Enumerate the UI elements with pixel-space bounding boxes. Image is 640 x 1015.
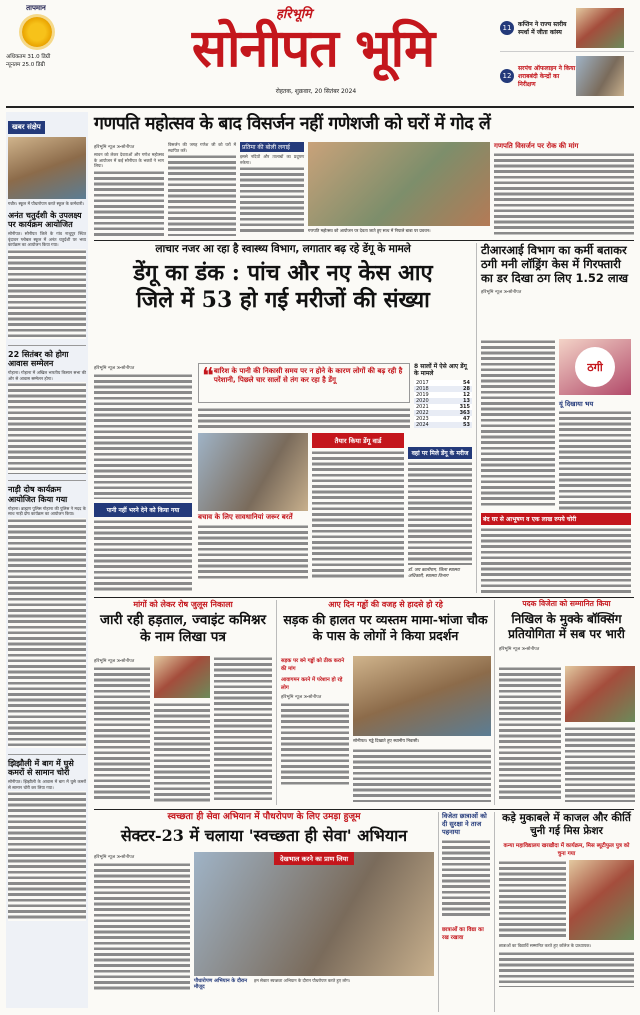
left-photo	[8, 137, 86, 199]
road-story	[276, 600, 490, 805]
lead-paragraph: सावन को लेकर देवताओं और गणेश महोत्सव के आयोजन में कई सोनीपत के भक्तों ने भाग लिया।	[94, 152, 164, 169]
stats-year: 2020	[416, 398, 429, 404]
quote-box	[198, 363, 410, 403]
strike-photo	[154, 656, 210, 698]
temp-box	[6, 4, 106, 104]
side-item-text: कप्तिन ने राज्य स्तरीय स्पर्धा में जीता कांस्य	[518, 20, 567, 36]
dengue-col-1	[94, 363, 192, 593]
byline: हरिभूमि न्यूज ≫सोनीपत	[499, 646, 540, 652]
dengue-headline-2: जिले में 53 हो गई मरीजों की संख्या	[136, 287, 430, 314]
brief-body: गोहाना। ब्राह्मण पुलिस गोहाना की पुलिस ने मदद के साथ नाड़ी दोष कार्यक्रम का आयोजन किया।	[8, 505, 86, 517]
road-headline: सड़क की हालत पर व्यस्तम मामा-भांजा चौक के पास के लोगों ने किया प्रदर्शन	[283, 612, 488, 643]
brief-headline: नाड़ी दोष कार्यक्रम आयोजित किया गया	[8, 480, 86, 503]
lead-col-right	[494, 142, 634, 238]
masthead-title: सोनीपत भूमि	[191, 18, 435, 79]
brief-tag: खबर संक्षेप	[8, 121, 45, 134]
cleanliness-headline: सेक्टर-23 में चलाया 'स्वच्छता ही सेवा' अभियान	[120, 826, 408, 846]
winner-box	[438, 812, 490, 1012]
stats-year: 2017	[416, 380, 429, 386]
hospital-photo	[198, 433, 308, 511]
cleanliness-caption	[254, 978, 434, 984]
lead-headline: गणपति महोत्सव के बाद विसर्जन नहीं गणेशजी को घरों में गोद लें	[94, 114, 491, 134]
dengue-story	[94, 243, 472, 593]
fresher-headline: कड़े मुकाबले में काजल और कीर्ति चुनी गई मिस फ्रेशर	[502, 812, 631, 837]
stats-box	[414, 363, 472, 443]
fraud-text	[481, 339, 555, 507]
brief-headline: 22 सितंबर को होगा आवास सम्मेलन	[8, 345, 86, 368]
masthead-rule	[6, 106, 634, 108]
stats-title: 8 सालों में ऐसे आए डेंगू के मामले	[414, 363, 467, 377]
strike-text-2	[154, 702, 210, 802]
masthead	[0, 0, 640, 110]
strike-text-3	[214, 656, 272, 802]
byline: हरिभूमि न्यूज ≫सोनीपत	[281, 695, 322, 700]
winner-box-title: विजेता छात्राओं को दी सुरक्षा ने ताज पहनाया	[442, 812, 487, 836]
side-item[interactable]	[500, 52, 634, 100]
stats-cases: 54	[463, 380, 470, 386]
lead-paragraph-text	[168, 154, 236, 236]
banner-right: वहां पर मिले डेंगू के मरीज	[408, 447, 472, 459]
photo-caption: गन्नौर। स्कूल में पौधारोपण करते स्कूल के कर्मचारी।	[8, 201, 85, 206]
boxing-headline: निखिल के मुक्के बॉक्सिंग प्रतियोगिता में सब पर भारी	[508, 611, 625, 641]
stats-cases: 363	[459, 410, 470, 416]
fraud-badge: ठगी	[575, 347, 615, 387]
stats-cases: 28	[463, 386, 470, 392]
cleanliness-kicker: स्वच्छता ही सेवा अभियान में पौधरोपण के लिए उमड़ा हुजूम	[167, 812, 361, 822]
dengue-col-3	[312, 433, 404, 593]
doctor-quote: डॉ. जय कालीराम, जिला स्वास्थ्य अधिकारी, स्वास्थ्य विभाग	[408, 568, 460, 579]
fresher-story	[494, 812, 634, 1012]
boxing-story	[494, 600, 634, 805]
stats-table	[414, 380, 472, 428]
brief-headline: अनंत चतुर्दशी के उपलक्ष्य पर कार्यक्रम आयोजित	[8, 210, 82, 229]
fraud-bottom	[481, 513, 631, 593]
right-text	[494, 152, 634, 236]
brief-headline: झिझौली में बाग में घुसे कमरों से सामान चोरी	[8, 754, 86, 777]
section-rule	[94, 240, 634, 241]
right-subhead: गणपति विसर्जन पर रोक की मांग	[494, 142, 579, 150]
road-bullet: सड़क पर बने गड्ढों को ठीक कराने की मांग	[281, 658, 345, 672]
bachav-title: बचाव के लिए सावधानियां जरूर बरतें	[198, 513, 293, 521]
stats-year: 2018	[416, 386, 429, 392]
left-column	[6, 112, 88, 1008]
brief-body-text	[8, 382, 86, 474]
strike-headline: जारी रही हड़ताल, ज्वाइंट कमिश्नर के नाम लिखा पत्र	[99, 612, 267, 646]
sun-icon	[22, 17, 52, 47]
dengue-col-4	[408, 447, 472, 593]
banner-mid: तैयार किया डेंगू वार्ड	[312, 433, 404, 448]
fraud-photo	[559, 339, 631, 395]
stats-year: 2023	[416, 416, 429, 422]
fraud-story	[476, 243, 634, 593]
temp-min: न्यूनतम 25.0 डिग्री	[6, 62, 45, 68]
lead-photo-caption: गणपति महोत्सव को आयोजन पर देवता जाते हुए साथ में नियाले बाबा पर प्रवचन।	[308, 228, 431, 233]
brief-body: सोनीपत। झिझौली के आवास में बाग में घुसे कमरों से सामान चोरी कर लिया गया।	[8, 779, 86, 790]
fraud-bottom-head: बंद घर से आभूषण व एक लाख रुपये चोरी	[481, 513, 631, 525]
box-title: प्रतिमा की बोली लगाई	[240, 142, 304, 152]
dengue-text	[94, 519, 192, 591]
fraud-subhead: यूं दिखाया भय	[559, 400, 594, 408]
boxing-kicker: पदक विजेता को सम्मानित किया	[522, 599, 611, 608]
lead-story	[94, 142, 634, 238]
brief-body: गोहाना। गोहाना में अखिल भारतीय किसान सभा की ओर से आवास सम्मेलन होगा।	[8, 370, 86, 381]
strike-text-1	[94, 656, 150, 800]
boxing-text-1	[499, 666, 561, 802]
dengue-headline-1: डेंगू का डंक : पांच और नए केस आए	[133, 260, 433, 287]
fresher-subhead: कन्या महाविद्यालय खरखौदा में कार्यक्रम, मिस ब्यूटीफुल पुत्र को चुना गया	[503, 843, 630, 857]
fraud-col-2	[559, 399, 631, 510]
fraud-col-1	[481, 339, 555, 507]
temp-max: अधिकतम 31.0 डिग्री	[6, 54, 51, 60]
section-rule	[94, 597, 634, 598]
banner-left: पानी नहीं भरने देने को किया गया	[94, 503, 192, 517]
side-item-text: सरपंच ऑफलाइन ने किया शराबबंदी केन्द्रों का निरीक्षण	[518, 65, 576, 88]
byline: हरिभूमि न्यूज ≫सोनीपत	[94, 855, 135, 860]
stats-cases: 315	[459, 404, 470, 410]
stats-cases: 12	[463, 392, 470, 398]
byline: हरिभूमि न्यूज ≫सोनीपत	[94, 659, 135, 664]
dengue-text	[94, 373, 192, 499]
section-rule	[94, 809, 634, 810]
stats-year: 2021	[416, 404, 429, 410]
quote-subtext	[198, 407, 410, 429]
strike-kicker: मांगों को लेकर रोष जुलूस निकाला	[133, 600, 233, 609]
dengue-text	[312, 450, 404, 580]
masthead-side	[500, 4, 634, 104]
stats-cases: 47	[463, 416, 470, 422]
lead-col-3	[240, 142, 304, 238]
dengue-quote: बारिश के पानी की निकासी समय पर न होने के कारण लोगों की बढ़ रही है परेशानी, पिछले चार सालों से तंग कर रहा है डेंगू	[213, 367, 403, 384]
road-photo	[353, 656, 491, 736]
side-item-photo	[576, 56, 624, 96]
cleanliness-story	[94, 812, 434, 1012]
lead-paragraph: विसर्जन की जगह गणेश जी को घरों में स्थापित करें।	[168, 142, 236, 153]
cleanliness-text	[94, 852, 190, 992]
stats-year: 2022	[416, 410, 429, 416]
lead-col-1	[94, 142, 164, 238]
dengue-kicker: लाचार नजर आ रहा है स्वास्थ्य विभाग, लगातार बढ़ रहे डेंगू के मामले	[155, 243, 411, 255]
stats-year: 2019	[416, 392, 429, 398]
stats-row	[414, 422, 472, 428]
lead-col-2	[168, 142, 236, 238]
boxing-text-2	[565, 726, 635, 802]
fresher-caption: छात्राओं का विद्यार्थि सम्मानित करते हुए कॉलेज के प्राध्यापक।	[499, 943, 592, 948]
side-item[interactable]	[500, 4, 634, 52]
byline: हरिभूमि न्यूज ≫सोनीपत	[481, 290, 522, 295]
brief-body-text	[8, 518, 86, 748]
side-note: छात्राओं का विद्या का रख रखावा	[442, 927, 484, 941]
stats-cases: 53	[463, 422, 470, 428]
cleanliness-photo	[194, 852, 434, 976]
photo-caption: हम सेक्टर स्वच्छता अभियान के दौरान पौधरोपण करते हुए लोग।	[254, 978, 351, 983]
road-bullets	[281, 656, 349, 786]
side-item-photo	[576, 8, 624, 48]
page-number-badge: 11	[500, 21, 514, 35]
temp-label: तापमान	[26, 4, 46, 12]
fraud-bottom-text	[481, 527, 631, 593]
boxing-photo	[565, 666, 635, 722]
road-bullet: आवागमन करने में परेशान हो रहे लोग	[281, 677, 343, 691]
brief-body: सोनीपत। सोनीपत जिले के गांव नाथूपुर स्थित वृंदावन ग्लोबल स्कूल में अनंत चतुर्दशी पर भव्य कार्यक्रम का आयोजन किया गया।	[8, 230, 86, 248]
lead-photo	[308, 142, 490, 226]
fresher-photo	[569, 860, 634, 940]
dateline: रोहतक, शुक्रवार, 20 सितंबर 2024	[275, 88, 357, 95]
bachav-box	[198, 513, 308, 593]
fraud-headline: टीआरआई विभाग का कर्मी बताकर ठगी मनी लॉड्रिंग केस में गिरफ्तारी का डर दिखा ठग लिए 1.52 लाख	[481, 243, 629, 285]
strike-story	[94, 600, 272, 805]
brief-body-text	[8, 249, 86, 339]
road-caption: सोनीपत। गड्ढे दिखाते हुए स्थानीय निवासी।	[353, 739, 420, 744]
cleanliness-caption-left: पौधारोपण अभियान के दौरान मौजूद	[194, 978, 248, 990]
quote-mark-icon: ❝	[202, 364, 214, 389]
byline: हरिभूमि न्यूज ≫सोनीपत	[94, 366, 135, 371]
brand-top: हरिभूमि	[276, 7, 312, 22]
byline: हरिभूमि न्यूज ≫सोनीपत	[94, 145, 135, 150]
stats-year: 2024	[416, 422, 429, 428]
lead-paragraph-text	[94, 170, 164, 236]
page-number-badge: 12	[500, 69, 514, 83]
photo-label: देखभाल करने का प्राण लिया	[274, 852, 354, 865]
brief-body-text	[8, 791, 86, 921]
lead-paragraph: इससे नदियों और तालाबों का प्रदूषण रुकेगा।	[240, 154, 304, 165]
fraud-text	[559, 410, 631, 510]
lead-paragraph-text	[240, 166, 304, 234]
road-kicker: आए दिन गड्ढों की वजह से हादसे हो रहे	[328, 600, 443, 609]
road-text	[353, 748, 491, 802]
stats-cases: 13	[463, 398, 470, 404]
dengue-text	[408, 461, 472, 565]
